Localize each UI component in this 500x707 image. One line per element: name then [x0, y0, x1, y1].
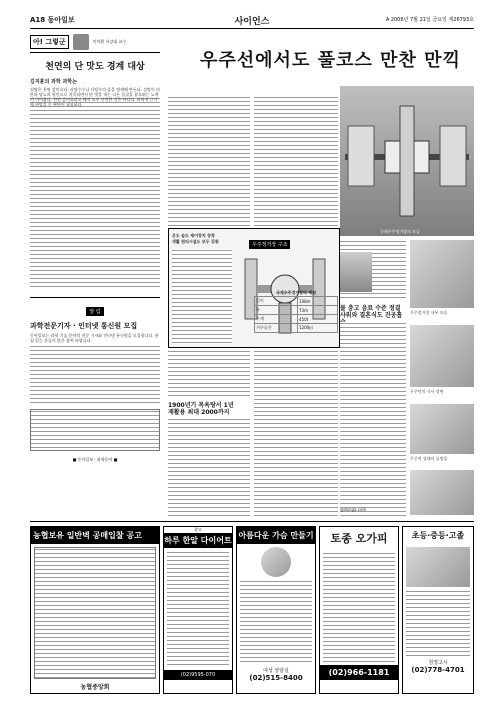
ad-diet-phone: (02)9595-070 [164, 670, 232, 680]
space-station-illustration [340, 86, 474, 236]
spec-table-title: 국제우주정거장의 제원 [275, 290, 317, 295]
interior-photo-4 [410, 470, 474, 515]
ad-nonghyup-title: 농협보유 일반벽 공매입찰 공고 [31, 527, 159, 544]
ad-diet-label: 광고 [194, 527, 202, 532]
page-header [30, 14, 474, 29]
spec-label: 거주공간 [255, 324, 298, 333]
ad-exam-phone: (02)778-4701 [411, 666, 465, 674]
diagram-text [172, 249, 232, 344]
ad-exam-sub: 검정고시 [428, 660, 448, 666]
section2-subhead: 재활용 최대 2000까지 [168, 409, 230, 416]
ad-ogapi-title: 토종 오가피 [330, 532, 388, 545]
ad-diet-title: 하루 한알 다이어트 [164, 533, 232, 548]
column-title: 천연의 단 맛도 경계 대상 [45, 62, 145, 72]
notice-table [30, 409, 160, 451]
ad-nonghyup-table [34, 547, 156, 679]
page-number: A18 동아일보 [30, 16, 75, 24]
space-station-photo [340, 86, 474, 236]
ad-beauty-sub: 여성 상담실 [263, 668, 289, 674]
side-head-2: 생활 편의시설도 모두 갖춰 [172, 239, 219, 244]
main-text-col1 [168, 96, 250, 226]
spec-label: 길이 [255, 297, 298, 306]
right-head-1: 물 충고 음료 수준 정결 [340, 305, 401, 312]
column-body: 설탕은 천연 감미료다. 사탕수수나 사탕무의 즙을 정제해 만든다. 설탕이 비만과 당뇨의 원인으로 지목되면서 단 맛을 내는 다른 물질을 찾으려는 노력이 이어졌다. 천연 감미료라고 해서 모두 안전한 것은 아니다. 과학적 근거에 바탕을 둔 판단이 필요하다. [30, 87, 160, 107]
section2-head: 1900년기 목욕탕서 1년 [168, 402, 234, 409]
ad-ogapi-phone: (02)966-1181 [320, 665, 398, 680]
spec-value: 450t [297, 315, 337, 324]
side-head-1: 온도 습도 제어장치 장착 [172, 233, 215, 238]
left-footer: ■ 동아일보 · 과학동아 ■ [72, 457, 118, 462]
interior-caption-1: 우주정거장 내부 모습 [410, 310, 448, 315]
left-column [30, 34, 160, 514]
ad-exam-photo [406, 547, 470, 587]
interior-photo-2 [410, 325, 474, 387]
ad-nonghyup [30, 526, 160, 694]
notice-title: 과학전문기자 · 인터넷 통신원 모집 [30, 322, 138, 330]
main-text-col4 [168, 418, 250, 518]
diagram-title: 우주정거장 구조 [249, 240, 290, 249]
ad-diet [163, 526, 233, 694]
ad-beauty-title: 아름다운 가슴 만들기 [237, 527, 315, 544]
main-text-col2 [254, 96, 338, 226]
column-label: 아! 그렇군 [30, 35, 69, 49]
right-text-col2 [340, 322, 406, 518]
ad-diet-body [167, 551, 229, 667]
ad-ogapi [319, 526, 399, 694]
reporter-email: @donga.com [340, 507, 367, 512]
notice-body: 동아일보는 과학 기술 분야의 전문 기자와 인터넷 통신원을 모집합니다. 관심 있는 분들의 많은 참여 바랍니다. [30, 333, 159, 343]
column-author: 김지훈의 과학 과학논 [30, 79, 77, 85]
column-byline: 이덕환 서강대 교수 [92, 39, 127, 44]
ad-beauty [236, 526, 316, 694]
spec-value: 108m [297, 297, 337, 306]
inset-photo [340, 252, 372, 292]
issue-date: A 2006년 7월 21일 금요일 제26793호 [385, 17, 474, 23]
column-text-block [30, 97, 160, 287]
notice-tag: 알 림 [86, 307, 103, 316]
ad-exam-title: 초등·중등·고졸 [411, 531, 465, 540]
interior-photo-3 [410, 404, 474, 454]
interior-caption-3: 무중력 상태의 물방울 [410, 456, 448, 461]
ad-ogapi-body [323, 552, 395, 662]
author-photo [73, 34, 89, 50]
interior-photo-1 [410, 240, 474, 308]
section-name: 사이언스 [234, 17, 270, 27]
ad-beauty-photo [261, 547, 291, 577]
spec-value: 73m [297, 306, 337, 315]
spec-table [254, 290, 338, 333]
spec-label: 폭 [255, 306, 298, 315]
ad-divider [30, 521, 474, 522]
ad-beauty-body [240, 580, 312, 664]
photo-caption: 국제우주정거장의 모습 [380, 229, 420, 234]
spec-value: 1200㎥ [297, 324, 337, 333]
ad-nonghyup-footer: 농협중앙회 [80, 684, 110, 691]
ad-exam [402, 526, 474, 694]
spec-label: 무게 [255, 315, 298, 324]
interior-caption-2: 우주인의 식사 장면 [410, 389, 444, 394]
main-text-col3 [168, 350, 250, 398]
right-head-2: 사워와 결혼식도 진공흡 [340, 312, 403, 319]
ad-beauty-phone: (02)515-8400 [249, 674, 303, 682]
ad-exam-body [406, 590, 470, 656]
notice-text-block [30, 345, 160, 405]
main-headline: 우주선에서도 풀코스 만찬 만끽 [200, 50, 461, 71]
main-text-col5 [254, 350, 338, 518]
